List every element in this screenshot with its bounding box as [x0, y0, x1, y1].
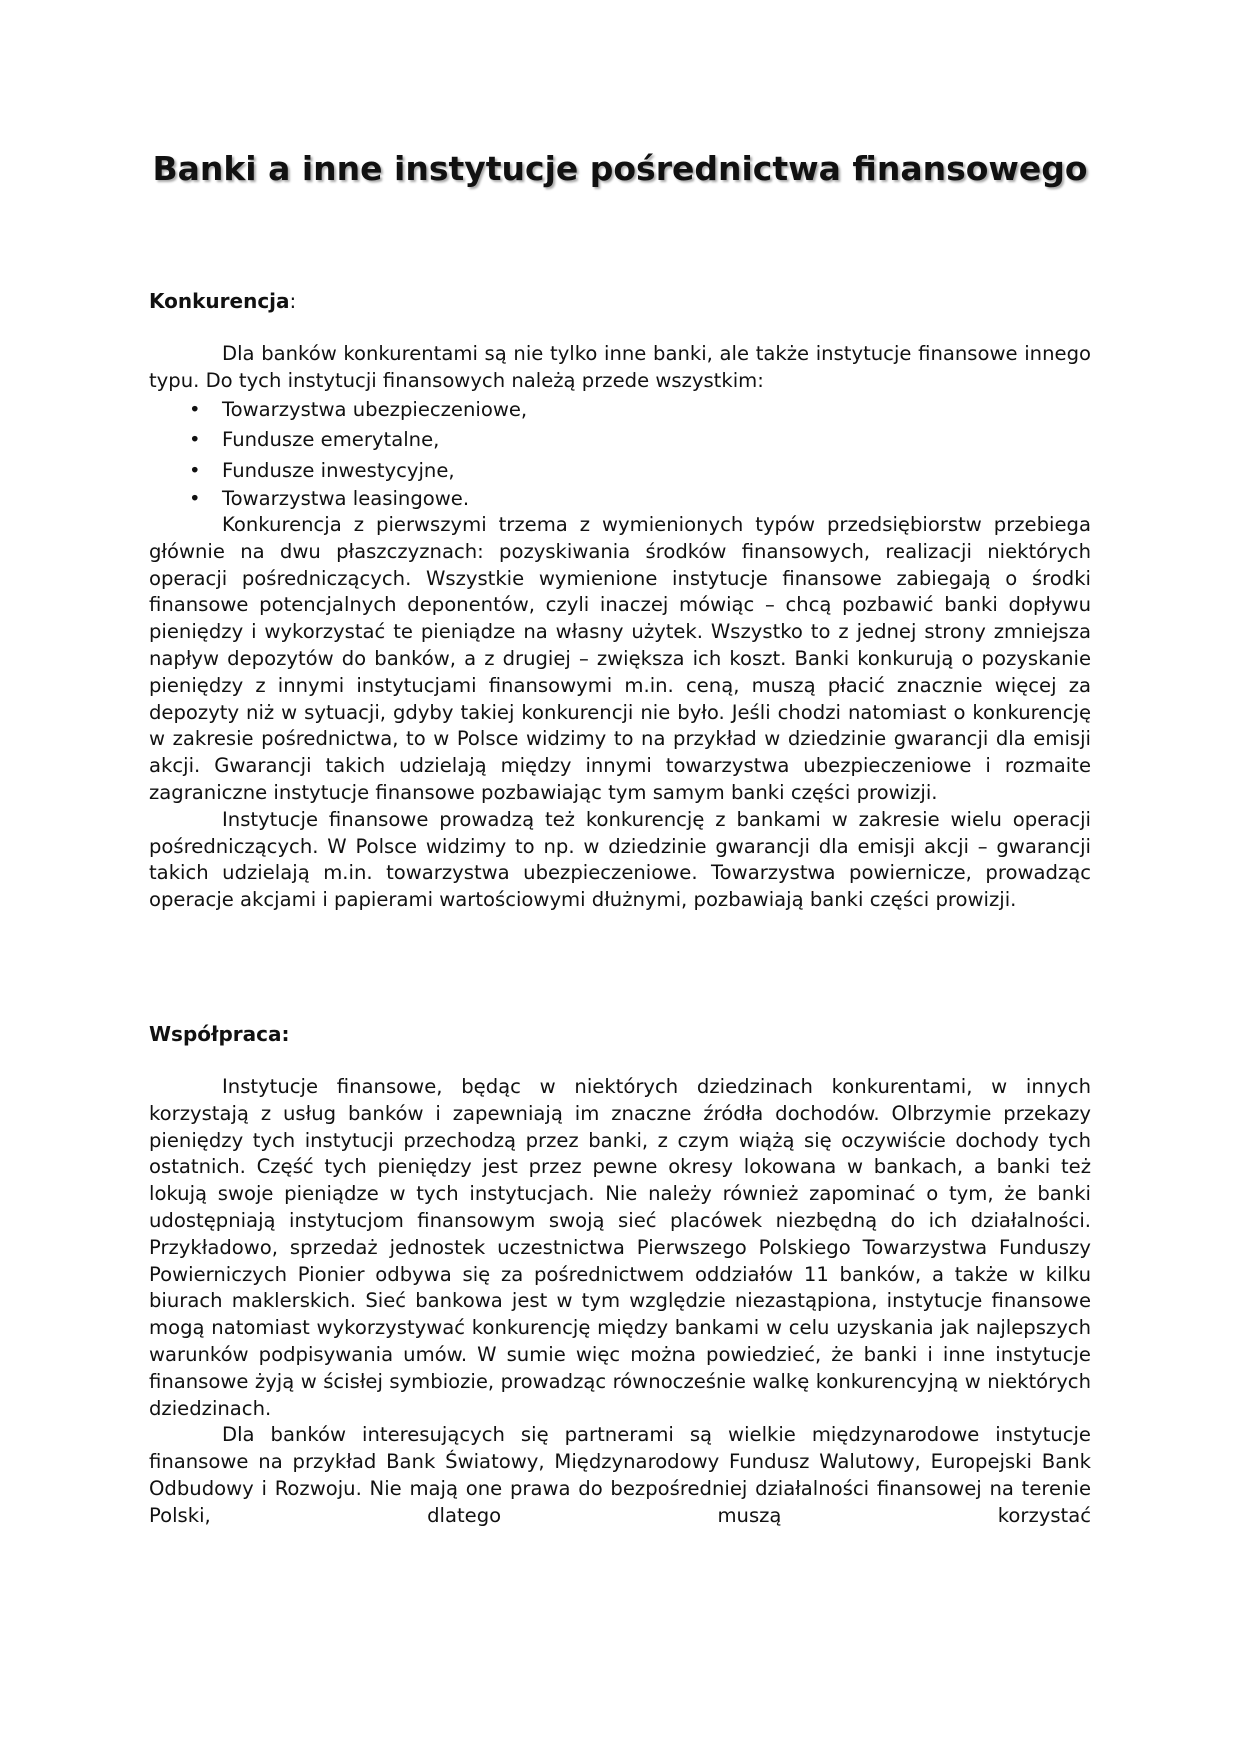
list-item-text: Towarzystwa ubezpieczeniowe,: [222, 397, 528, 421]
heading-text: Konkurencja: [149, 289, 290, 313]
bullet-icon: •: [189, 487, 201, 511]
list-item: [149, 456, 1091, 487]
section-konkurencja: [149, 341, 1091, 914]
intro-paragraph: Dla banków konkurentami są nie tylko inne banki, ale także instytucje finansowe innego typu. Do tych instytucji finansowych należą przede wszystkim:: [149, 342, 1091, 392]
paragraph: Instytucje finansowe prowadzą też konkurencję z bankami w zakresie wielu operacji pośredniczących. W Polsce widzimy to np. w dziedzinie gwarancji dla emisji akcji – gwarancji takich udzielają m.in. towarzystwa ubezpieczeniowe. Towarzystwa powiernicze, prowadząc operacje akcjami i papierami wartościowymi dłużnymi, pozbawiają banki części prowizji.: [149, 807, 1091, 912]
institution-list: [149, 395, 1091, 513]
list-item: [149, 395, 1091, 426]
section-heading-wspolpraca: Współpraca:: [149, 1022, 290, 1046]
list-item: [149, 425, 1091, 456]
paragraph: Dla banków interesujących się partnerami są wielkie międzynarodowe instytucje finansowe na przykład Bank Światowy, Międzynarodowy Fundusz Walutowy, Europejski Bank Odbudowy i Rozwoju. Nie mają one prawa do bezpośredniej działalności finansowej na terenie Polski, dlatego muszą korzystać: [149, 1423, 1091, 1527]
list-item: [149, 486, 1091, 512]
list-item-text: Towarzystwa leasingowe.: [222, 487, 470, 511]
section-wspolpraca: [149, 1074, 1091, 1530]
list-item-text: Fundusze inwestycyjne,: [222, 458, 455, 482]
heading-colon: :: [289, 289, 297, 313]
bullet-icon: •: [189, 428, 201, 452]
section-heading-konkurencja: [149, 288, 296, 315]
bullet-icon: •: [189, 458, 201, 482]
paragraph: Instytucje finansowe, będąc w niektórych dziedzinach konkurentami, w innych korzystają z usług banków i zapewniają im znaczne źródła dochodów. Olbrzymie przekazy pieniędzy tych instytucji przechodzą przez banki, z czym wiążą się oczywiście dochody tych ostatnich. Część tych pieniędzy jest przez pewne okresy lokowana w bankach, a banki też lokują swoje pieniądze w tych instytucjach. Nie należy również zapominać o tym, że banki udostępniają instytucjom finansowym swoją sieć placówek niezbędną do ich działalności. Przykładowo, sprzedaż jednostek uczestnictwa Pierwszego Polskiego Towarzystwa Funduszy Powierniczych Pionier odbywa się za pośrednictwem oddziałów 11 banków, a także w kilku biurach maklerskich. Sieć bankowa jest w tym względzie niezastąpiona, instytucje finansowe mogą natomiast wykorzystywać konkurencję między bankami w celu uzyskania jak najlepszych warunków podpisywania umów. W sumie więc można powiedzieć, że banki i inne instytucje finansowe żyją w ścisłej symbiozie, prowadząc równocześnie walkę konkurencyjną w niektórych dziedzinach.: [149, 1075, 1091, 1420]
bullet-icon: •: [189, 397, 201, 421]
document-title: Banki a inne instytucje pośrednictwa finansowego: [152, 149, 1088, 188]
list-item-text: Fundusze emerytalne,: [222, 428, 440, 452]
paragraph: Konkurencja z pierwszymi trzema z wymienionych typów przedsiębiorstw przebiega głównie na dwu płaszczyznach: pozyskiwania środków finansowych, realizacji niektórych operacji pośredniczących. Wszystkie wymienione instytucje finansowe zabiegają o środki finansowe potencjalnych deponentów, czyli inaczej mówiąc – chcą pozbawić banki dopływu pieniędzy i wykorzystać te pieniądze na własny użytek. Wszystko to z jednej strony zmniejsza napływ depozytów do banków, a z drugiej – zwiększa ich koszt. Banki konkurują o pozyskanie pieniędzy z innymi instytucjami finansowymi m.in. ceną, muszą płacić znacznie więcej za depozyty niż w sytuacji, gdyby takiej konkurencji nie było. Jeśli chodzi natomiast o konkurencję w zakresie pośrednictwa, to w Polsce widzimy to na przykład w dziedzinie gwarancji dla emisji akcji. Gwarancji takich udzielają między innymi towarzystwa ubezpieczeniowe i rozmaite zagraniczne instytucje finansowe pozbawiając tym samym banki części prowizji.: [149, 513, 1091, 805]
